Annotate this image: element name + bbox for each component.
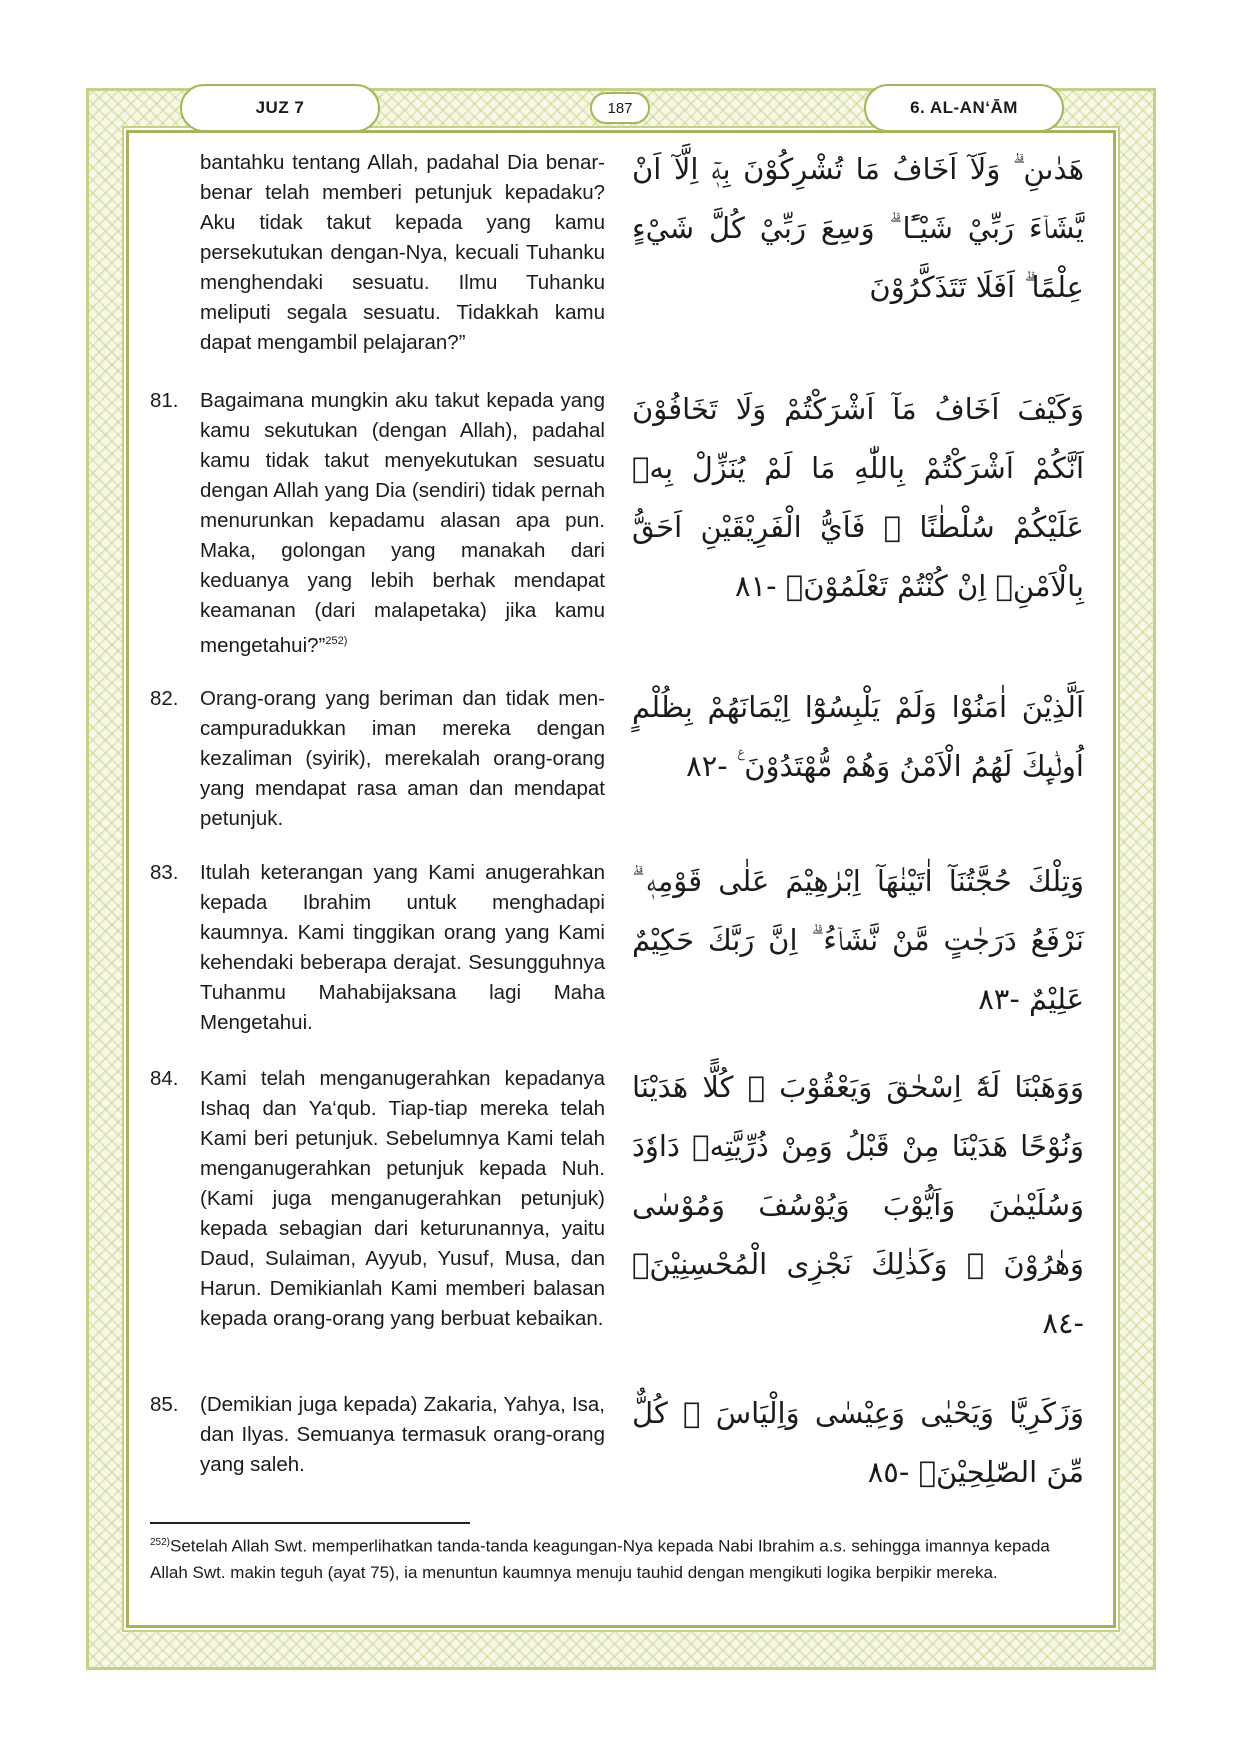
verse-number: 83. bbox=[150, 861, 179, 884]
page-number: 187 bbox=[590, 92, 650, 124]
verse-arabic: اَلَّذِيْنَ اٰمَنُوْا وَلَمْ يَلْبِسُوْٓا اِيْمَانَهُمْ بِظُلْمٍ اُولٰۤىِٕكَ لَهُمُ الْاَمْنُ وَهُمْ مُّهْتَدُوْنَ ࣖ -٨٢ bbox=[632, 690, 1084, 783]
footnote bbox=[150, 1530, 1090, 1586]
verse-number: 81. bbox=[150, 389, 179, 412]
verse-arabic: وَكَيْفَ اَخَافُ مَآ اَشْرَكْتُمْ وَلَا تَخَافُوْنَ اَنَّكُمْ اَشْرَكْتُمْ بِاللّٰهِ مَا لَمْ يُنَزِّلْ بِهٖ عَلَيْكُمْ سُلْطٰنًا ۗ فَاَيُّ الْفَرِيْقَيْنِ اَحَقُّ بِالْاَمْنِۚ اِنْ كُنْتُمْ تَعْلَمُوْنَۘ -٨١ bbox=[632, 392, 1084, 603]
verse-number: 82. bbox=[150, 687, 179, 710]
verse-translation: bantahku tentang Allah, padahal Dia benar-benar telah memberi petunjuk kepadaku? Aku tidak takut kepada yang kamu persekutukan dengan-Nya, kecuali Tuhanku menghendaki sesuatu. Ilmu Tuhanku meliputi segala sesuatu. Tidakkah kamu dapat mengambil pelajaran?” bbox=[200, 151, 605, 354]
translation-text: Bagaimana mungkin aku takut kepada yang kamu sekutukan (dengan Allah), padahal kamu tidak takut menyekutukan sesuatu dengan Allah yang Dia (sendiri) tidak pernah menurunkan kepadamu alasan apa pun. Maka, golongan yang manakah dari keduanya yang lebih berhak mendapat keamanan (dari malapetaka) jika kamu mengetahui?” bbox=[200, 389, 605, 657]
verse-arabic: وَزَكَرِيَّا وَيَحْيٰى وَعِيْسٰى وَاِلْيَاسَ ۗ كُلٌّ مِّنَ الصّٰلِحِيْنَۙ -٨٥ bbox=[632, 1396, 1084, 1489]
verse-arabic: وَتِلْكَ حُجَّتُنَآ اٰتَيْنٰهَآ اِبْرٰهِيْمَ عَلٰى قَوْمِهٖ ۗ نَرْفَعُ دَرَجٰتٍ مَّنْ نَّشَاۤءُ ۗ اِنَّ رَبَّكَ حَكِيْمٌ عَلِيْمٌ -٨٣ bbox=[632, 864, 1084, 1016]
verse-translation: (Demikian juga kepada) Zakaria, Yahya, Isa, dan Ilyas. Semuanya termasuk orang-orang yang saleh. bbox=[200, 1393, 605, 1476]
juz-label: JUZ 7 bbox=[180, 84, 380, 132]
footnote-divider bbox=[150, 1522, 470, 1524]
verse-translation bbox=[200, 386, 605, 661]
surah-title: 6. AL-AN‘ĀM bbox=[864, 84, 1064, 132]
verse-arabic: وَوَهَبْنَا لَهٗٓ اِسْحٰقَ وَيَعْقُوْبَ ۗ كُلًّا هَدَيْنَا وَنُوْحًا هَدَيْنَا مِنْ قَبْلُ وَمِنْ ذُرِّيَّتِهٖ دَاوٗدَ وَسُلَيْمٰنَ وَاَيُّوْبَ وَيُوْسُفَ وَمُوْسٰى وَهٰرُوْنَ ۗ وَكَذٰلِكَ نَجْزِى الْمُحْسِنِيْنَۙ -٨٤ bbox=[632, 1070, 1084, 1340]
verse-arabic: هَدٰىنِ ۗ وَلَآ اَخَافُ مَا تُشْرِكُوْنَ بِهٖٓ اِلَّآ اَنْ يَّشَاۤءَ رَبِّيْ شَيْـًٔا ۗ وَسِعَ رَبِّيْ كُلَّ شَيْءٍ عِلْمًا ۗ اَفَلَا تَتَذَكَّرُوْنَ bbox=[632, 152, 1084, 304]
footnote-marker: 252) bbox=[150, 1537, 171, 1548]
verse-number: 84. bbox=[150, 1067, 179, 1090]
verse-translation: Kami telah menganugerahkan kepadanya Ishaq dan Ya‘qub. Tiap-tiap mereka telah Kami beri petunjuk. Sebelumnya Kami telah menganugerahkan petunjuk kepada Nuh. (Kami juga menganugerahkan petunjuk) kepada sebagian dari keturunannya, yaitu Daud, Sulaiman, Ayyub, Yusuf, Musa, dan Harun. Demikianlah Kami memberi balasan kepada orang-orang yang berbuat kebaikan. bbox=[200, 1067, 605, 1330]
verse-translation: Orang-orang yang beriman dan tidak mencampuradukkan iman mereka dengan kezaliman (syirik), merekalah orang-orang yang mendapat rasa aman dan mendapat petunjuk. bbox=[200, 687, 605, 830]
verse-number: 85. bbox=[150, 1393, 179, 1416]
footnote-text: Setelah Allah Swt. memperlihatkan tanda-tanda keagungan-Nya kepada Nabi Ibrahim a.s. sehingga imannya kepada Allah Swt. makin teguh (ayat 75), ia menuntun kaumnya menuju tauhid dengan mengikuti logika berpikir mereka. bbox=[150, 1536, 1050, 1582]
footnote-ref[interactable]: 252) bbox=[325, 635, 348, 647]
verse-translation: Itulah keterangan yang Kami anugerahkan kepada Ibrahim untuk menghadapi kaumnya. Kami tinggikan orang yang Kami kehendaki beberapa derajat. Sesungguhnya Tuhanmu Mahabijaksana lagi Maha Mengetahui. bbox=[200, 861, 605, 1034]
